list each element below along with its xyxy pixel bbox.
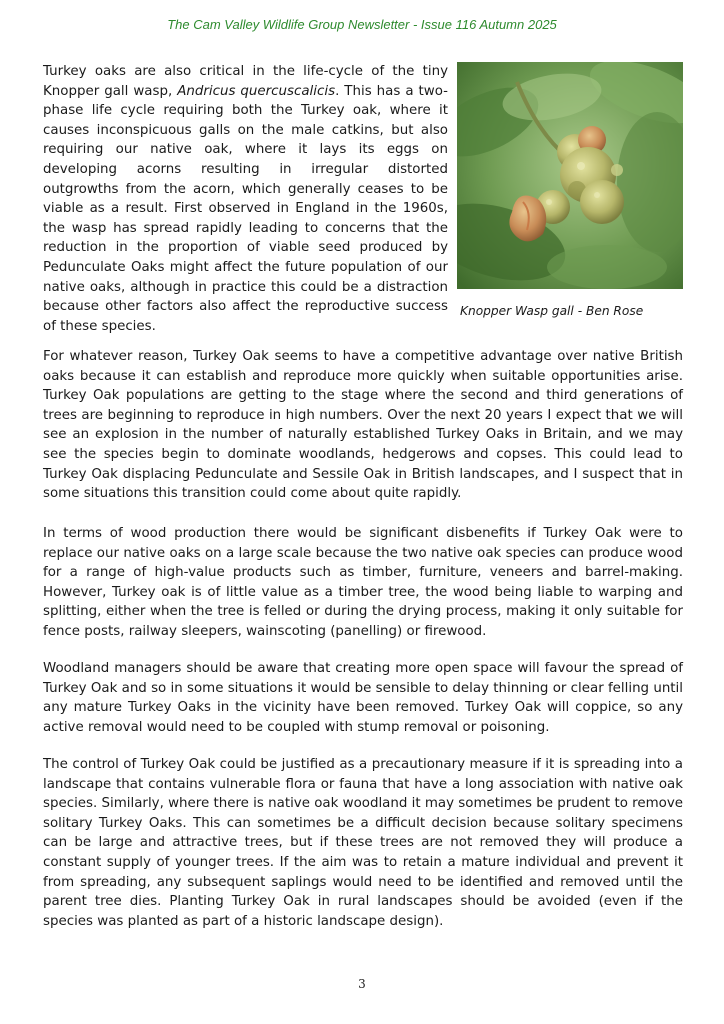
newsletter-header: The Cam Valley Wildlife Group Newsletter - Issue 116 Autumn 2025 (167, 17, 557, 32)
knopper-gall-photo (457, 62, 683, 289)
intro-paragraph (43, 62, 448, 336)
intro-text-rest: . This has a two-phase life cycle requiring both the Turkey oak, where it causes inconspicuous galls on the male catkins, but also requiring our native oak, where it lays its eggs on developing acorns resulting in irregular distorted outgrowths from the acorn, which generally ceases to be viable as a result. First observed in England in the 1960s, the wasp has spread rapidly leading to concerns that the reduction in the proportion of viable seed produced by Pedunculate Oaks might affect the future population of our native oaks, although in practice this could be a distraction because other factors also affect the reproductive success of these species. (43, 83, 449, 334)
paragraph-control: The control of Turkey Oak could be justified as a precautionary measure if it is spreading into a landscape that contains vulnerable flora or fauna that have a long association with native oak species. Similarly, where there is native oak woodland it may sometimes be prudent to remove solitary Turkey Oaks. This can sometimes be a difficult decision because solitary specimens can be large and attractive trees, but if these trees are not removed they will produce a constant supply of younger trees. If the aim was to retain a mature individual and prevent it from spreading, any subsequent saplings would need to be identified and removed until the parent tree dies. Planting Turkey Oak in rural landscapes should be avoided (even if the species was planted as part of a historic landscape design). (43, 757, 683, 929)
intro-section (43, 62, 683, 337)
species-name: Andricus quercuscalicis (177, 83, 336, 99)
paragraph-wood-production: In terms of wood production there would be significant disbenefits if Turkey Oak were to replace our native oaks on a large scale because the two native oak species can produce wood for a range of high-value products such as timber, furniture, veneers and barrel-making. However, Turkey oak is of little value as a timber tree, the wood being liable to warping and splitting, either when the tree is felled or during the drying process, making it only suitable for fence posts, railway sleepers, wainscoting (panelling) or firewood. (43, 526, 683, 639)
page-number: 3 (358, 977, 366, 991)
paragraph-woodland-managers: Woodland managers should be aware that creating more open space will favour the spread of Turkey Oak and so in some situations it would be sensible to delay thinning or clear felling until any mature Turkey Oaks in the vicinity have been removed. Turkey Oak will coppice, so any active removal would need to be coupled with stump removal or poisoning. (43, 661, 683, 735)
paragraph-competitive-advantage: For whatever reason, Turkey Oak seems to have a competitive advantage over native British oaks because it can establish and reproduce more quickly when suitable opportunities arise. Turkey Oak populations are getting to the stage where the second and third generations of trees are beginning to reproduce in high numbers. Over the next 20 years I expect that we will see an explosion in the number of naturally established Turkey Oaks in Britain, and we may see the species begin to dominate woodlands, hedgerows and copses. This could lead to Turkey Oak displacing Pedunculate and Sessile Oak in British landscapes, and I suspect that in some situations this transition could come about quite rapidly. (43, 349, 683, 502)
photo-caption: Knopper Wasp gall - Ben Rose (460, 304, 644, 318)
knopper-gall-illustration (457, 62, 683, 289)
intro-text-start: Turkey oaks are also critical in the life-cycle of the tiny Knopper gall wasp, (43, 64, 448, 99)
